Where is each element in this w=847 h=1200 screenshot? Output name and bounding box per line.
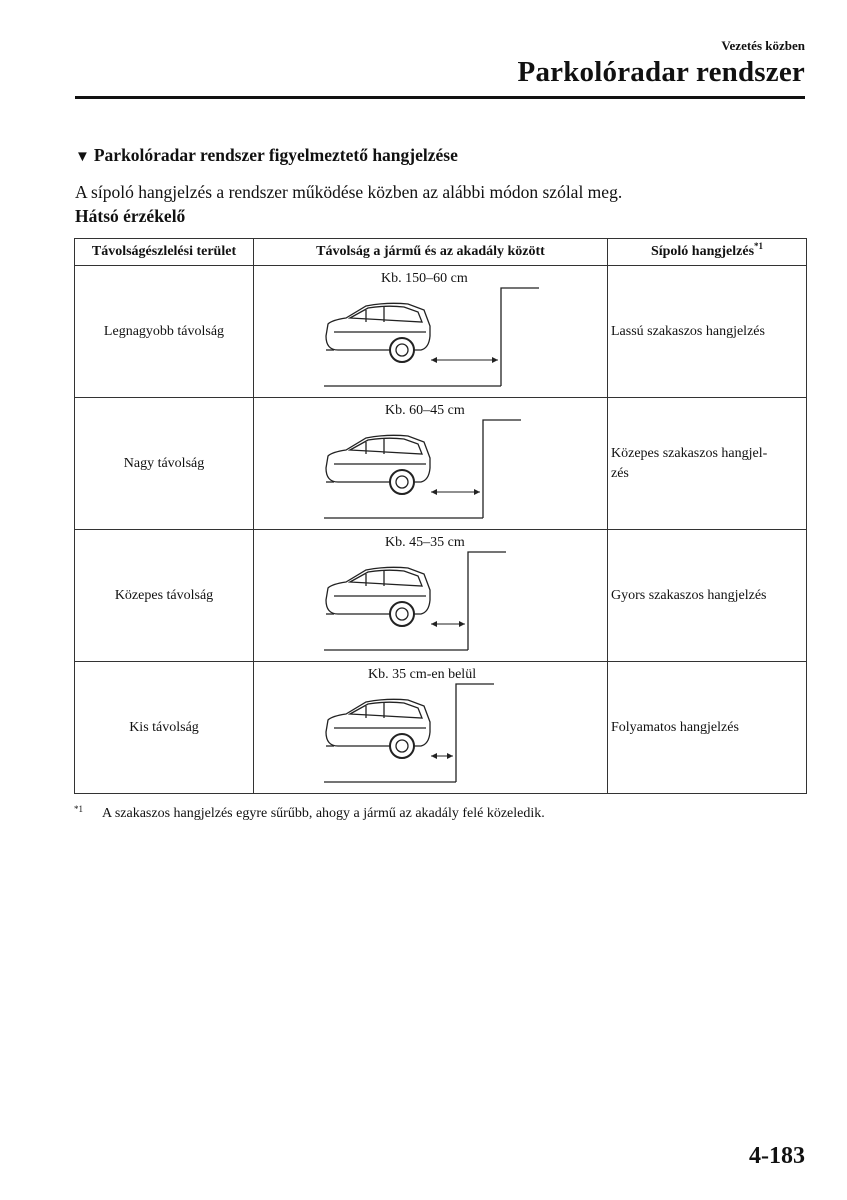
section-heading-text: Parkolóradar rendszer figyelmeztető hangjelzése <box>93 145 458 165</box>
table-header-row <box>75 239 807 266</box>
arrow-head-left <box>431 753 437 759</box>
table-row <box>75 530 807 662</box>
rear-wheel <box>390 602 414 626</box>
area-cell: Legnagyobb távolság <box>75 266 254 398</box>
footnote-marker: *1 <box>74 804 83 814</box>
obstacle-wall <box>501 288 539 386</box>
arrow-head-right <box>447 753 453 759</box>
distance-diagram-cell <box>254 398 608 530</box>
obstacle-wall <box>456 684 494 782</box>
column-header-beep-text: Sípoló hangjelzés <box>650 244 755 259</box>
arrow-head-right <box>459 621 465 627</box>
car-icon <box>326 567 430 626</box>
arrow-head-right <box>474 489 480 495</box>
table-row <box>75 398 807 530</box>
area-cell: Nagy távolság <box>75 398 254 530</box>
subheading: Hátsó érzékelő <box>75 206 186 226</box>
chapter-label: Vezetés közben <box>721 38 805 53</box>
table-row <box>75 662 807 794</box>
obstacle-wall <box>483 420 521 518</box>
warning-table <box>74 238 807 794</box>
triangle-down-icon: ▼ <box>75 149 90 165</box>
car-obstacle-diagram <box>254 530 608 661</box>
footnote-text: A szakaszos hangjelzés egyre sűrűbb, ahogy a jármű az akadály felé közeledik. <box>102 806 545 821</box>
beep-cell: Közepes szakaszos hangjel- zés <box>608 398 807 530</box>
car-icon <box>326 699 430 758</box>
distance-diagram-cell <box>254 662 608 794</box>
rear-wheel <box>390 734 414 758</box>
column-header-area: Távolságészlelési terület <box>75 239 254 266</box>
header-divider <box>75 96 805 99</box>
intro-paragraph: A sípoló hangjelzés a rendszer működése közben az alábbi módon szólal meg. <box>75 182 623 202</box>
distance-label: Kb. 35 cm-en belül <box>368 667 477 682</box>
obstacle-wall <box>468 552 506 650</box>
car-icon <box>326 435 430 494</box>
column-header-beep <box>608 239 807 266</box>
column-header-distance: Távolság a jármű és az akadály között <box>254 239 608 266</box>
distance-label: Kb. 60–45 cm <box>385 403 465 418</box>
arrow-head-left <box>431 357 437 363</box>
arrow-head-left <box>431 621 437 627</box>
car-obstacle-diagram <box>254 398 608 529</box>
area-cell: Kis távolság <box>75 662 254 794</box>
page-title: Parkolóradar rendszer <box>517 56 805 88</box>
area-cell: Közepes távolság <box>75 530 254 662</box>
page-number: 4-183 <box>749 1143 805 1169</box>
distance-label: Kb. 45–35 cm <box>385 535 465 550</box>
car-obstacle-diagram <box>254 266 608 397</box>
arrow-head-left <box>431 489 437 495</box>
beep-cell: Lassú szakaszos hangjelzés <box>608 266 807 398</box>
distance-label: Kb. 150–60 cm <box>381 271 468 286</box>
arrow-head-right <box>492 357 498 363</box>
beep-cell: Folyamatos hangjelzés <box>608 662 807 794</box>
distance-diagram-cell <box>254 266 608 398</box>
beep-cell: Gyors szakaszos hangjelzés <box>608 530 807 662</box>
rear-wheel <box>390 338 414 362</box>
distance-diagram-cell <box>254 530 608 662</box>
section-heading <box>75 145 458 166</box>
table-row <box>75 266 807 398</box>
footnote-ref: *1 <box>754 241 764 251</box>
rear-wheel <box>390 470 414 494</box>
car-obstacle-diagram <box>254 662 608 793</box>
footnote <box>74 806 545 822</box>
car-icon <box>326 303 430 362</box>
